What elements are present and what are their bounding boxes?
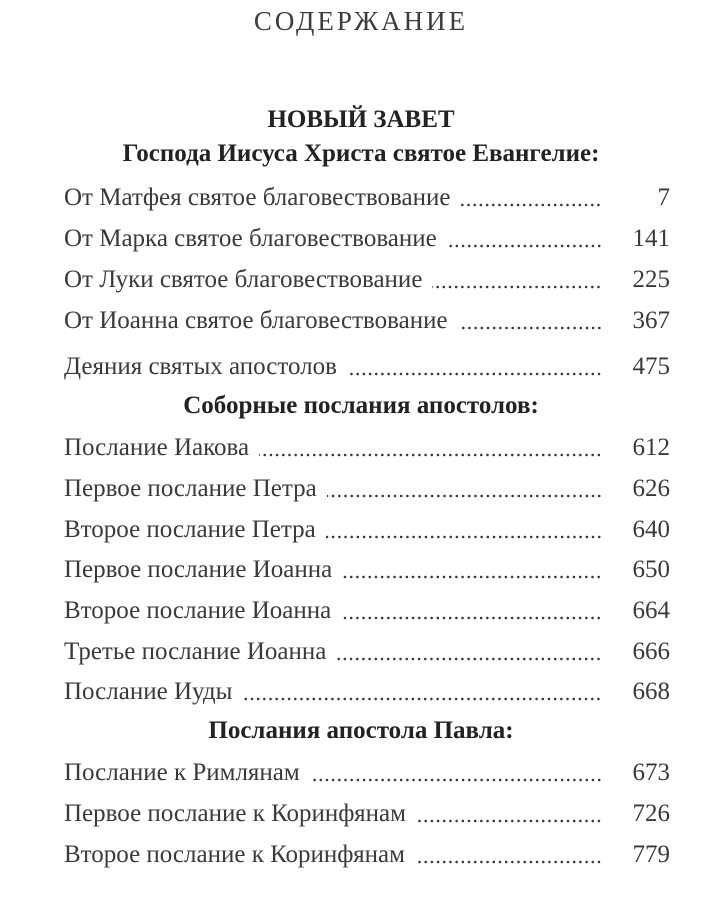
toc-entry-label: Второе послание Петра <box>64 516 316 543</box>
toc-entry[interactable] <box>64 597 670 631</box>
toc-entry[interactable] <box>64 841 670 875</box>
toc-entry[interactable] <box>64 353 670 387</box>
dot-leader <box>415 860 602 864</box>
dot-leader <box>242 697 602 701</box>
toc-entry[interactable] <box>64 434 670 468</box>
toc-entry-page: 225 <box>632 266 670 293</box>
toc-entry[interactable] <box>64 556 670 590</box>
section-heading-catholic-epistles: Соборные послания апостолов: <box>183 392 539 419</box>
toc-entry-label: Первое послание Иоанна <box>64 556 333 583</box>
toc-entry-page: 726 <box>632 800 670 827</box>
toc-entry-label: Второе послание к Коринфянам <box>64 841 405 868</box>
page-title: СОДЕРЖАНИЕ <box>253 6 469 36</box>
dot-leader <box>341 616 602 620</box>
toc-entry[interactable] <box>64 516 670 550</box>
dot-leader <box>342 575 602 579</box>
dot-leader <box>326 535 602 539</box>
toc-entry[interactable] <box>64 307 670 341</box>
toc-entry[interactable] <box>64 184 670 218</box>
toc-entry[interactable] <box>64 475 670 509</box>
toc-entry[interactable] <box>64 225 670 259</box>
toc-entry-label: От Луки святое благовествование <box>64 266 423 293</box>
toc-entry-label: Третье послание Иоанна <box>64 638 327 665</box>
toc-entry[interactable] <box>64 759 670 793</box>
toc-entry-page: 626 <box>632 475 670 502</box>
section-heading-pauline-epistles: Послания апостола Павла: <box>208 717 514 744</box>
dot-leader <box>347 372 602 376</box>
toc-entry-page: 141 <box>632 225 670 252</box>
toc-entry-label: От Иоанна святое благовествование <box>64 307 448 334</box>
toc-entry-label: Второе послание Иоанна <box>64 597 332 624</box>
toc-entry-label: Послание Иакова <box>64 434 250 461</box>
dot-leader <box>432 285 602 289</box>
toc-entry[interactable] <box>64 266 670 300</box>
toc-entry-label: От Матфея святое благовествование <box>64 184 451 211</box>
toc-entry-label: Деяния святых апостолов <box>64 353 337 380</box>
dot-leader <box>416 819 602 823</box>
section-heading-new-testament: НОВЫЙ ЗАВЕТ <box>267 106 455 133</box>
dot-leader <box>458 326 602 330</box>
toc-entry-page: 367 <box>632 307 670 334</box>
toc-entry-page: 779 <box>632 841 670 868</box>
toc-entry-page: 475 <box>632 353 670 380</box>
toc-entry-label: Первое послание Петра <box>64 475 317 502</box>
toc-entry-label: Первое послание к Коринфянам <box>64 800 406 827</box>
dot-leader <box>259 453 602 457</box>
dot-leader <box>460 203 602 207</box>
toc-entry[interactable] <box>64 638 670 672</box>
dot-leader <box>327 494 602 498</box>
dot-leader <box>336 657 602 661</box>
toc-entry-page: 668 <box>632 678 670 705</box>
toc-entry-label: Послание Иуды <box>64 678 233 705</box>
toc-entry-page: 612 <box>632 434 670 461</box>
dot-leader <box>447 244 602 248</box>
toc-entry-label: Послание к Римлянам <box>64 759 300 786</box>
toc-entry[interactable] <box>64 678 670 712</box>
toc-entry[interactable] <box>64 800 670 834</box>
toc-entry-page: 666 <box>632 638 670 665</box>
toc-entry-page: 673 <box>632 759 670 786</box>
toc-entry-page: 650 <box>632 556 670 583</box>
toc-entry-label: От Марка святое благовествование <box>64 225 437 252</box>
toc-entry-page: 640 <box>632 516 670 543</box>
toc-entry-page: 7 <box>657 184 670 211</box>
dot-leader <box>310 778 602 782</box>
toc-entry-page: 664 <box>632 597 670 624</box>
section-heading-gospels: Господа Иисуса Христа святое Евангелие: <box>122 140 600 167</box>
